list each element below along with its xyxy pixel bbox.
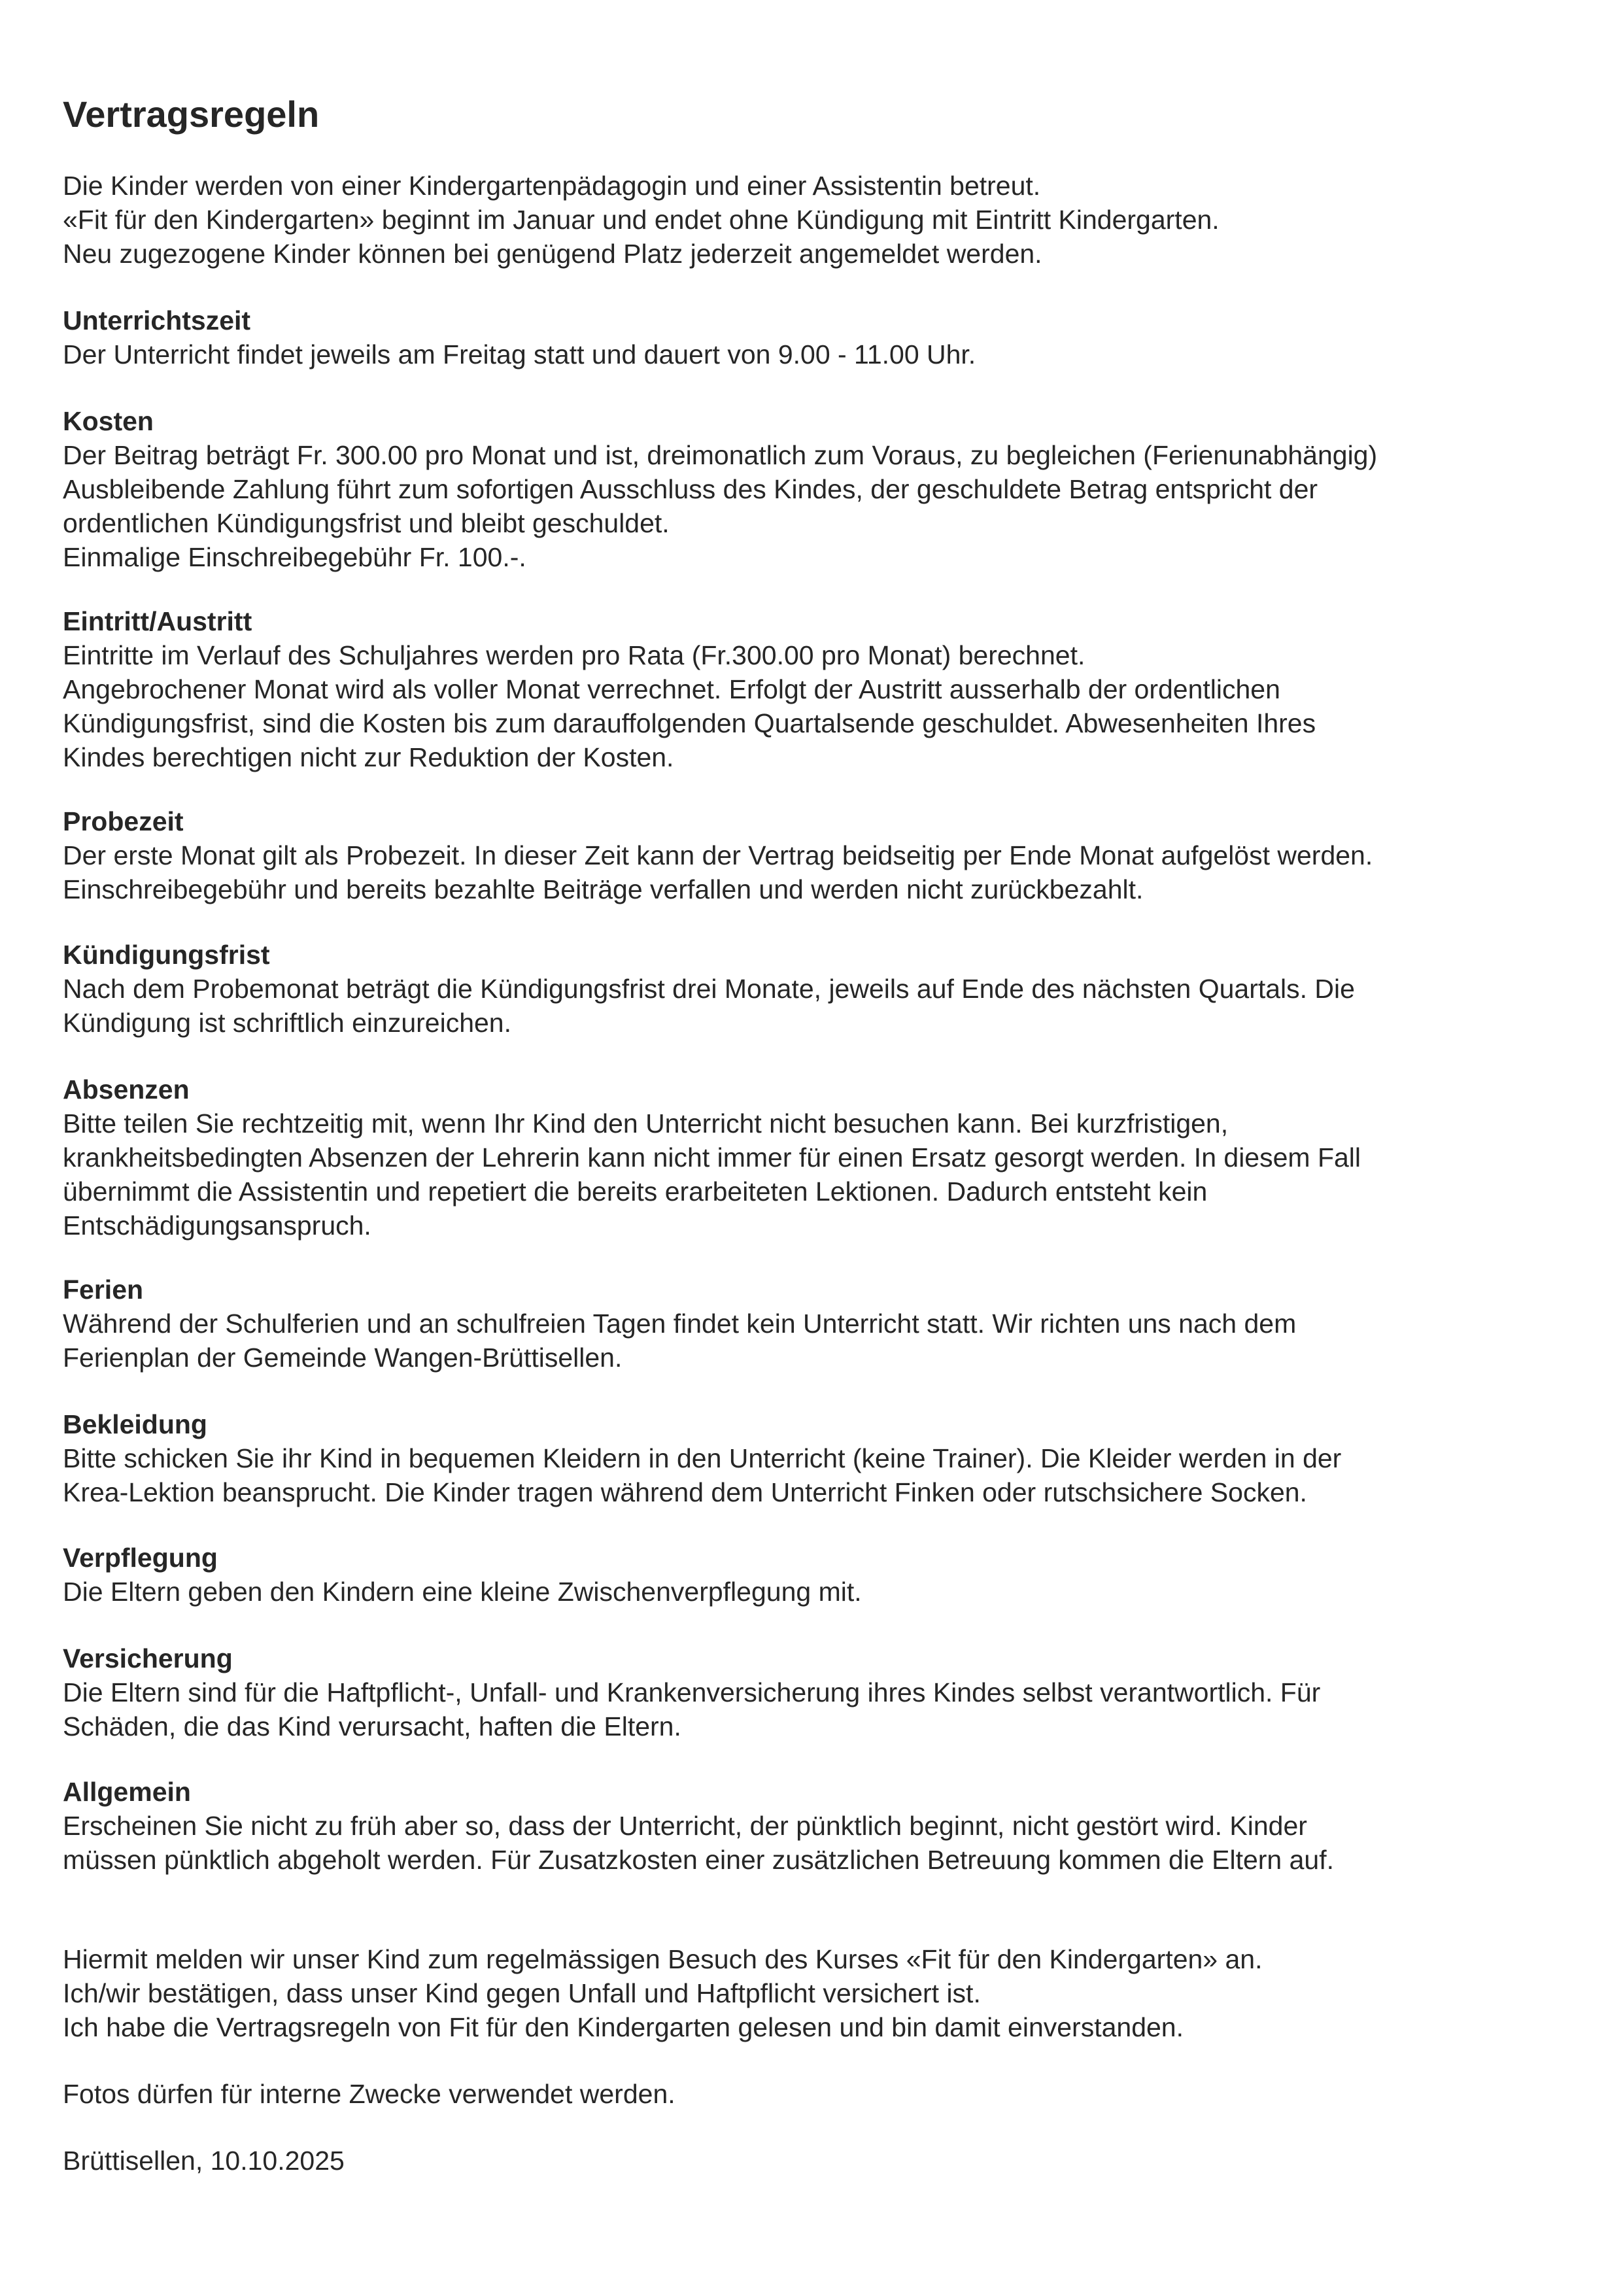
section-line: ordentlichen Kündigungsfrist und bleibt geschuldet. [63,508,670,538]
place-date-block [63,2144,1580,2178]
section-heading: Versicherung [63,1643,233,1673]
section-versicherung [63,1641,1580,1743]
section-allgemein [63,1775,1580,1877]
section-line: Angebrochener Monat wird als voller Monat verrechnet. Erfolgt der Austritt ausserhalb der ordentlichen [63,674,1280,704]
section-line: Kündigungsfrist, sind die Kosten bis zum darauffolgenden Quartalsende geschuldet. Abwesenheiten Ihres [63,708,1316,738]
section-line: Der Beitrag beträgt Fr. 300.00 pro Monat und ist, dreimonatlich zum Voraus, zu begleichen (Ferienunabhängig) [63,440,1378,470]
section-line: Kündigung ist schriftlich einzureichen. [63,1008,511,1038]
section-line: Die Eltern sind für die Haftpflicht-, Unfall- und Krankenversicherung ihres Kindes selbst verantwortlich. Für [63,1677,1321,1707]
intro-block [63,169,1580,271]
section-kosten [63,404,1580,574]
section-bekleidung [63,1407,1580,1509]
section-line: Der erste Monat gilt als Probezeit. In dieser Zeit kann der Vertrag beidseitig per Ende Monat aufgelöst werden. [63,840,1373,870]
section-eintritt-austritt [63,604,1580,774]
section-line: Einmalige Einschreibegebühr Fr. 100.-. [63,542,526,572]
section-ferien [63,1273,1580,1375]
section-line: müssen pünktlich abgeholt werden. Für Zusatzkosten einer zusätzlichen Betreuung kommen die Eltern auf. [63,1845,1334,1875]
section-heading: Absenzen [63,1074,190,1105]
photo-consent-block [63,2077,1580,2111]
section-probezeit [63,804,1580,906]
section-absenzen [63,1072,1580,1242]
section-heading: Bekleidung [63,1409,207,1439]
section-heading: Unterrichtszeit [63,305,251,335]
intro-line: Neu zugezogene Kinder können bei genügend Platz jederzeit angemeldet werden. [63,239,1042,269]
declaration-line: Ich habe die Vertragsregeln von Fit für den Kindergarten gelesen und bin damit einverstanden. [63,2012,1184,2042]
section-line: Eintritte im Verlauf des Schuljahres werden pro Rata (Fr.300.00 pro Monat) berechnet. [63,640,1085,670]
section-line: Der Unterricht findet jeweils am Freitag statt und dauert von 9.00 - 11.00 Uhr. [63,339,976,369]
section-line: Nach dem Probemonat beträgt die Kündigungsfrist drei Monate, jeweils auf Ende des nächsten Quartals. Die [63,974,1355,1004]
place-date-text: Brüttisellen, 10.10.2025 [63,2146,345,2176]
section-line: krankheitsbedingten Absenzen der Lehrerin kann nicht immer für einen Ersatz gesorgt werden. In diesem Fall [63,1142,1361,1173]
section-line: Erscheinen Sie nicht zu früh aber so, dass der Unterricht, der pünktlich beginnt, nicht gestört wird. Kinder [63,1811,1307,1841]
intro-line: «Fit für den Kindergarten» beginnt im Januar und endet ohne Kündigung mit Eintritt Kindergarten. [63,205,1220,235]
section-line: Ausbleibende Zahlung führt zum sofortigen Ausschluss des Kindes, der geschuldete Betrag entspricht der [63,474,1318,504]
section-verpflegung [63,1541,1580,1609]
section-unterrichtszeit [63,303,1580,371]
section-line: Bitte schicken Sie ihr Kind in bequemen Kleidern in den Unterricht (keine Trainer). Die Kleider werden in der [63,1443,1342,1473]
section-heading: Probezeit [63,806,184,836]
section-kuendigungsfrist [63,938,1580,1040]
declaration-line: Hiermit melden wir unser Kind zum regelmässigen Besuch des Kurses «Fit für den Kindergarten» an. [63,1944,1263,1974]
section-heading: Verpflegung [63,1543,218,1573]
section-heading: Ferien [63,1275,144,1305]
section-line: übernimmt die Assistentin und repetiert die bereits erarbeiteten Lektionen. Dadurch entsteht kein [63,1176,1208,1207]
section-heading: Kosten [63,406,154,436]
document-title: Vertragsregeln [63,94,320,135]
intro-line: Die Kinder werden von einer Kindergartenpädagogin und einer Assistentin betreut. [63,171,1041,201]
section-line: Bitte teilen Sie rechtzeitig mit, wenn Ihr Kind den Unterricht nicht besuchen kann. Bei kurzfristigen, [63,1108,1229,1139]
section-heading: Eintritt/Austritt [63,606,252,636]
section-line: Während der Schulferien und an schulfreien Tagen findet kein Unterricht statt. Wir richten uns nach dem [63,1309,1297,1339]
section-line: Krea-Lektion beansprucht. Die Kinder tragen während dem Unterricht Finken oder rutschsichere Socken. [63,1477,1307,1507]
section-line: Kindes berechtigen nicht zur Reduktion der Kosten. [63,742,674,772]
section-heading: Allgemein [63,1777,191,1807]
photo-consent-text: Fotos dürfen für interne Zwecke verwendet werden. [63,2079,675,2109]
declaration-line: Ich/wir bestätigen, dass unser Kind gegen Unfall und Haftpflicht versichert ist. [63,1978,981,2008]
section-line: Die Eltern geben den Kindern eine kleine Zwischenverpflegung mit. [63,1577,862,1607]
declaration-block [63,1942,1580,2044]
section-heading: Kündigungsfrist [63,940,270,970]
section-line: Entschädigungsanspruch. [63,1210,371,1241]
section-line: Ferienplan der Gemeinde Wangen-Brüttisellen. [63,1343,623,1373]
section-line: Schäden, die das Kind verursacht, haften die Eltern. [63,1711,681,1741]
section-line: Einschreibegebühr und bereits bezahlte Beiträge verfallen und werden nicht zurückbezahlt. [63,874,1144,904]
